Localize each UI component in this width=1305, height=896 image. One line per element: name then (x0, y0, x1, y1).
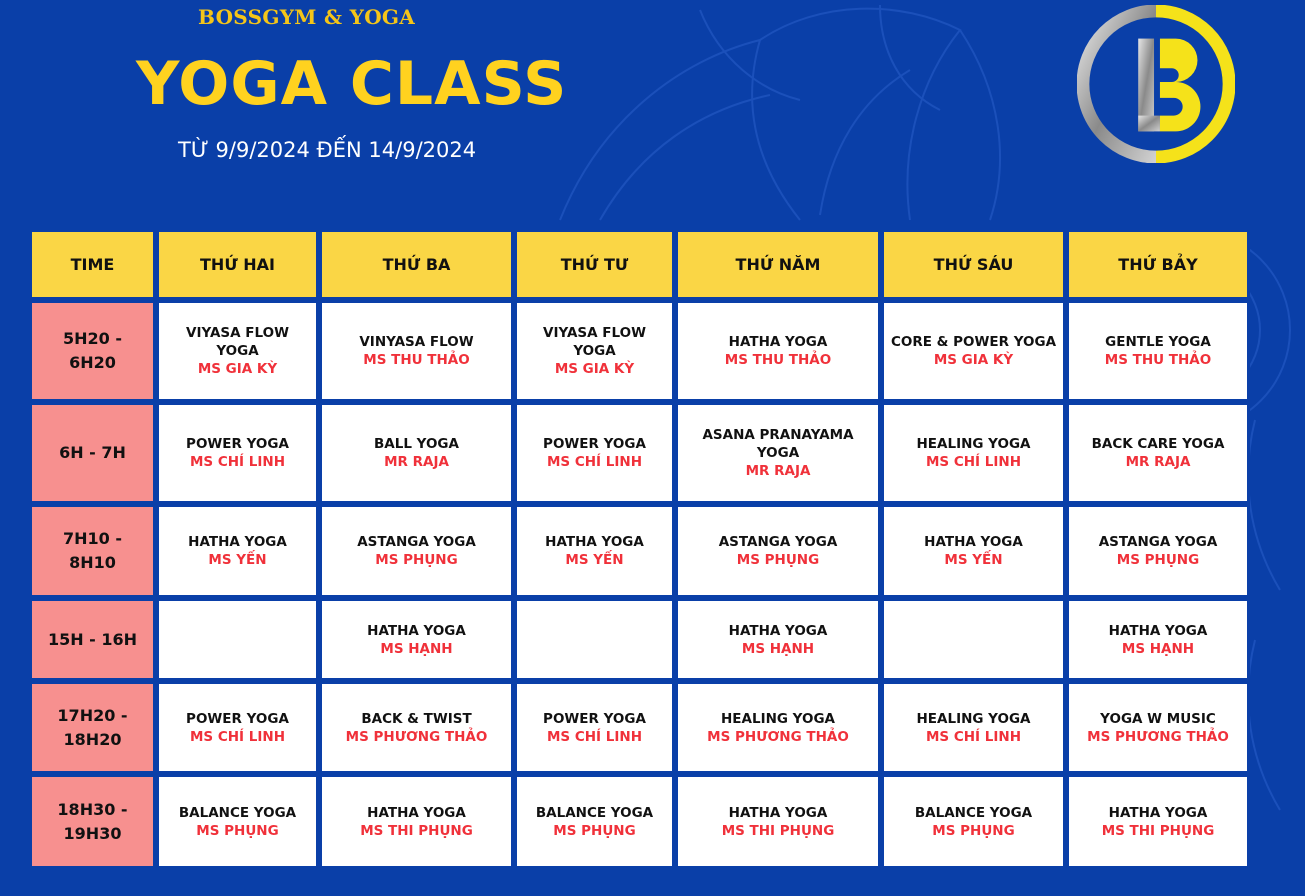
teacher-name: MR RAJA (745, 463, 811, 479)
class-name: HEALING YOGA (916, 710, 1031, 727)
class-slot (675, 402, 881, 504)
class-slot (1066, 300, 1250, 402)
teacher-name: MS CHÍ LINH (546, 454, 642, 470)
brand-name: BOSSGYM & YOGA (198, 5, 416, 29)
teacher-name: MS YẾN (944, 552, 1003, 568)
class-slot (1066, 774, 1250, 869)
teacher-name: MS YẾN (208, 552, 267, 568)
class-slot (514, 300, 675, 402)
teacher-name: MS HẠNH (741, 640, 815, 657)
class-name: VINYASA FLOW (359, 334, 474, 350)
class-slot (156, 598, 319, 681)
class-name: HATHA YOGA (188, 534, 287, 550)
class-slot (319, 598, 514, 681)
class-name: HEALING YOGA (916, 436, 1031, 452)
class-slot (1066, 402, 1250, 504)
teacher-name: MS CHÍ LINH (925, 728, 1021, 745)
teacher-name: MS PHỤNG (932, 822, 1015, 839)
class-slot (1066, 504, 1250, 598)
teacher-name: MS PHƯƠNG THẢO (1087, 728, 1229, 745)
class-name: POWER YOGA (543, 436, 646, 452)
teacher-name: MS PHỤNG (553, 822, 636, 839)
class-slot (881, 402, 1066, 504)
class-name: HATHA YOGA (1108, 804, 1208, 821)
class-name: YOGA W MUSIC (1100, 710, 1216, 727)
time-slot-label: 15H - 16H (29, 598, 156, 681)
header-time: TIME (29, 229, 156, 300)
class-slot (675, 774, 881, 869)
teacher-name: MS PHƯƠNG THẢO (345, 728, 488, 745)
class-slot (881, 681, 1066, 774)
class-slot (514, 504, 675, 598)
class-slot (156, 402, 319, 504)
class-name: HATHA YOGA (728, 334, 828, 350)
class-slot (675, 681, 881, 774)
class-slot (1066, 681, 1250, 774)
time-slot-label: 7H10 - 8H10 (29, 504, 156, 598)
class-name: HATHA YOGA (728, 622, 828, 639)
class-slot (881, 504, 1066, 598)
class-name: HEALING YOGA (721, 710, 835, 727)
teacher-name: MS GIA KỲ (197, 361, 278, 377)
class-slot (881, 774, 1066, 869)
teacher-name: MS THU THẢO (363, 352, 470, 368)
teacher-name: MR RAJA (384, 454, 449, 470)
class-slot (319, 300, 514, 402)
page-title: YOGA CLASS (136, 49, 568, 119)
class-name: VIYASA FLOW YOGA (186, 325, 289, 359)
header-saturday: THỨ BẢY (1066, 229, 1250, 300)
teacher-name: MS HẠNH (1121, 640, 1195, 657)
class-name: HATHA YOGA (367, 804, 466, 821)
teacher-name: MS PHỤNG (736, 552, 820, 568)
class-name: HATHA YOGA (367, 622, 466, 639)
class-slot (514, 402, 675, 504)
class-slot (675, 300, 881, 402)
class-slot (156, 681, 319, 774)
class-name: HATHA YOGA (545, 534, 644, 550)
date-range: TỪ 9/9/2024 ĐẾN 14/9/2024 (178, 138, 477, 162)
teacher-name: MS THU THẢO (1104, 352, 1212, 368)
boss-b-logo-icon (1077, 5, 1235, 163)
schedule-table (29, 229, 1250, 869)
teacher-name: MS PHỤNG (375, 552, 458, 568)
class-name: POWER YOGA (186, 436, 289, 452)
class-slot (156, 300, 319, 402)
time-slot-label: 5H20 - 6H20 (29, 300, 156, 402)
class-slot (881, 598, 1066, 681)
teacher-name: MS THI PHỤNG (721, 822, 835, 839)
class-slot (156, 774, 319, 869)
teacher-name: MS YẾN (565, 552, 624, 568)
class-name: POWER YOGA (186, 710, 289, 727)
class-name: ASANA PRANAYAMA YOGA (702, 427, 854, 461)
teacher-name: MS CHÍ LINH (546, 728, 642, 745)
class-slot (319, 774, 514, 869)
header-wednesday: THỨ TƯ (514, 229, 675, 300)
header-thursday: THỨ NĂM (675, 229, 881, 300)
class-name: BACK & TWIST (361, 710, 472, 727)
class-slot (1066, 598, 1250, 681)
class-slot (319, 402, 514, 504)
class-name: GENTLE YOGA (1105, 334, 1211, 350)
teacher-name: MS THU THẢO (724, 352, 832, 368)
class-name: VIYASA FLOW YOGA (543, 325, 646, 359)
teacher-name: MS PHỤNG (1116, 552, 1200, 568)
class-slot (881, 300, 1066, 402)
teacher-name: MS CHÍ LINH (189, 728, 285, 745)
class-slot (675, 504, 881, 598)
teacher-name: MS HẠNH (380, 640, 453, 657)
class-slot (319, 681, 514, 774)
class-name: CORE & POWER YOGA (890, 334, 1057, 350)
class-name: BACK CARE YOGA (1091, 436, 1225, 452)
teacher-name: MS CHÍ LINH (925, 454, 1021, 470)
header-tuesday: THỨ BA (319, 229, 514, 300)
header-friday: THỨ SÁU (881, 229, 1066, 300)
class-slot (319, 504, 514, 598)
class-name: POWER YOGA (543, 710, 646, 727)
time-slot-label: 17H20 - 18H20 (29, 681, 156, 774)
teacher-name: MS PHƯƠNG THẢO (707, 728, 849, 745)
class-slot (514, 681, 675, 774)
teacher-name: MS PHỤNG (196, 822, 279, 839)
header-monday: THỨ HAI (156, 229, 319, 300)
teacher-name: MS GIA KỲ (933, 352, 1014, 368)
class-name: HATHA YOGA (924, 534, 1023, 550)
class-name: BALANCE YOGA (914, 804, 1033, 821)
teacher-name: MS GIA KỲ (554, 361, 635, 377)
class-name: HATHA YOGA (728, 804, 828, 821)
class-name: BALANCE YOGA (535, 804, 654, 821)
class-name: BALANCE YOGA (178, 804, 297, 821)
class-slot (514, 774, 675, 869)
class-name: ASTANGA YOGA (357, 534, 476, 550)
class-name: HATHA YOGA (1108, 622, 1208, 639)
teacher-name: MR RAJA (1125, 454, 1191, 470)
class-slot (675, 598, 881, 681)
teacher-name: MS THI PHỤNG (360, 822, 473, 839)
class-name: BALL YOGA (374, 436, 459, 452)
class-slot (514, 598, 675, 681)
class-name: ASTANGA YOGA (1098, 534, 1218, 550)
class-slot (156, 504, 319, 598)
class-name: ASTANGA YOGA (718, 534, 838, 550)
time-slot-label: 18H30 - 19H30 (29, 774, 156, 869)
teacher-name: MS CHÍ LINH (189, 454, 285, 470)
time-slot-label: 6H - 7H (29, 402, 156, 504)
teacher-name: MS THI PHỤNG (1101, 822, 1215, 839)
